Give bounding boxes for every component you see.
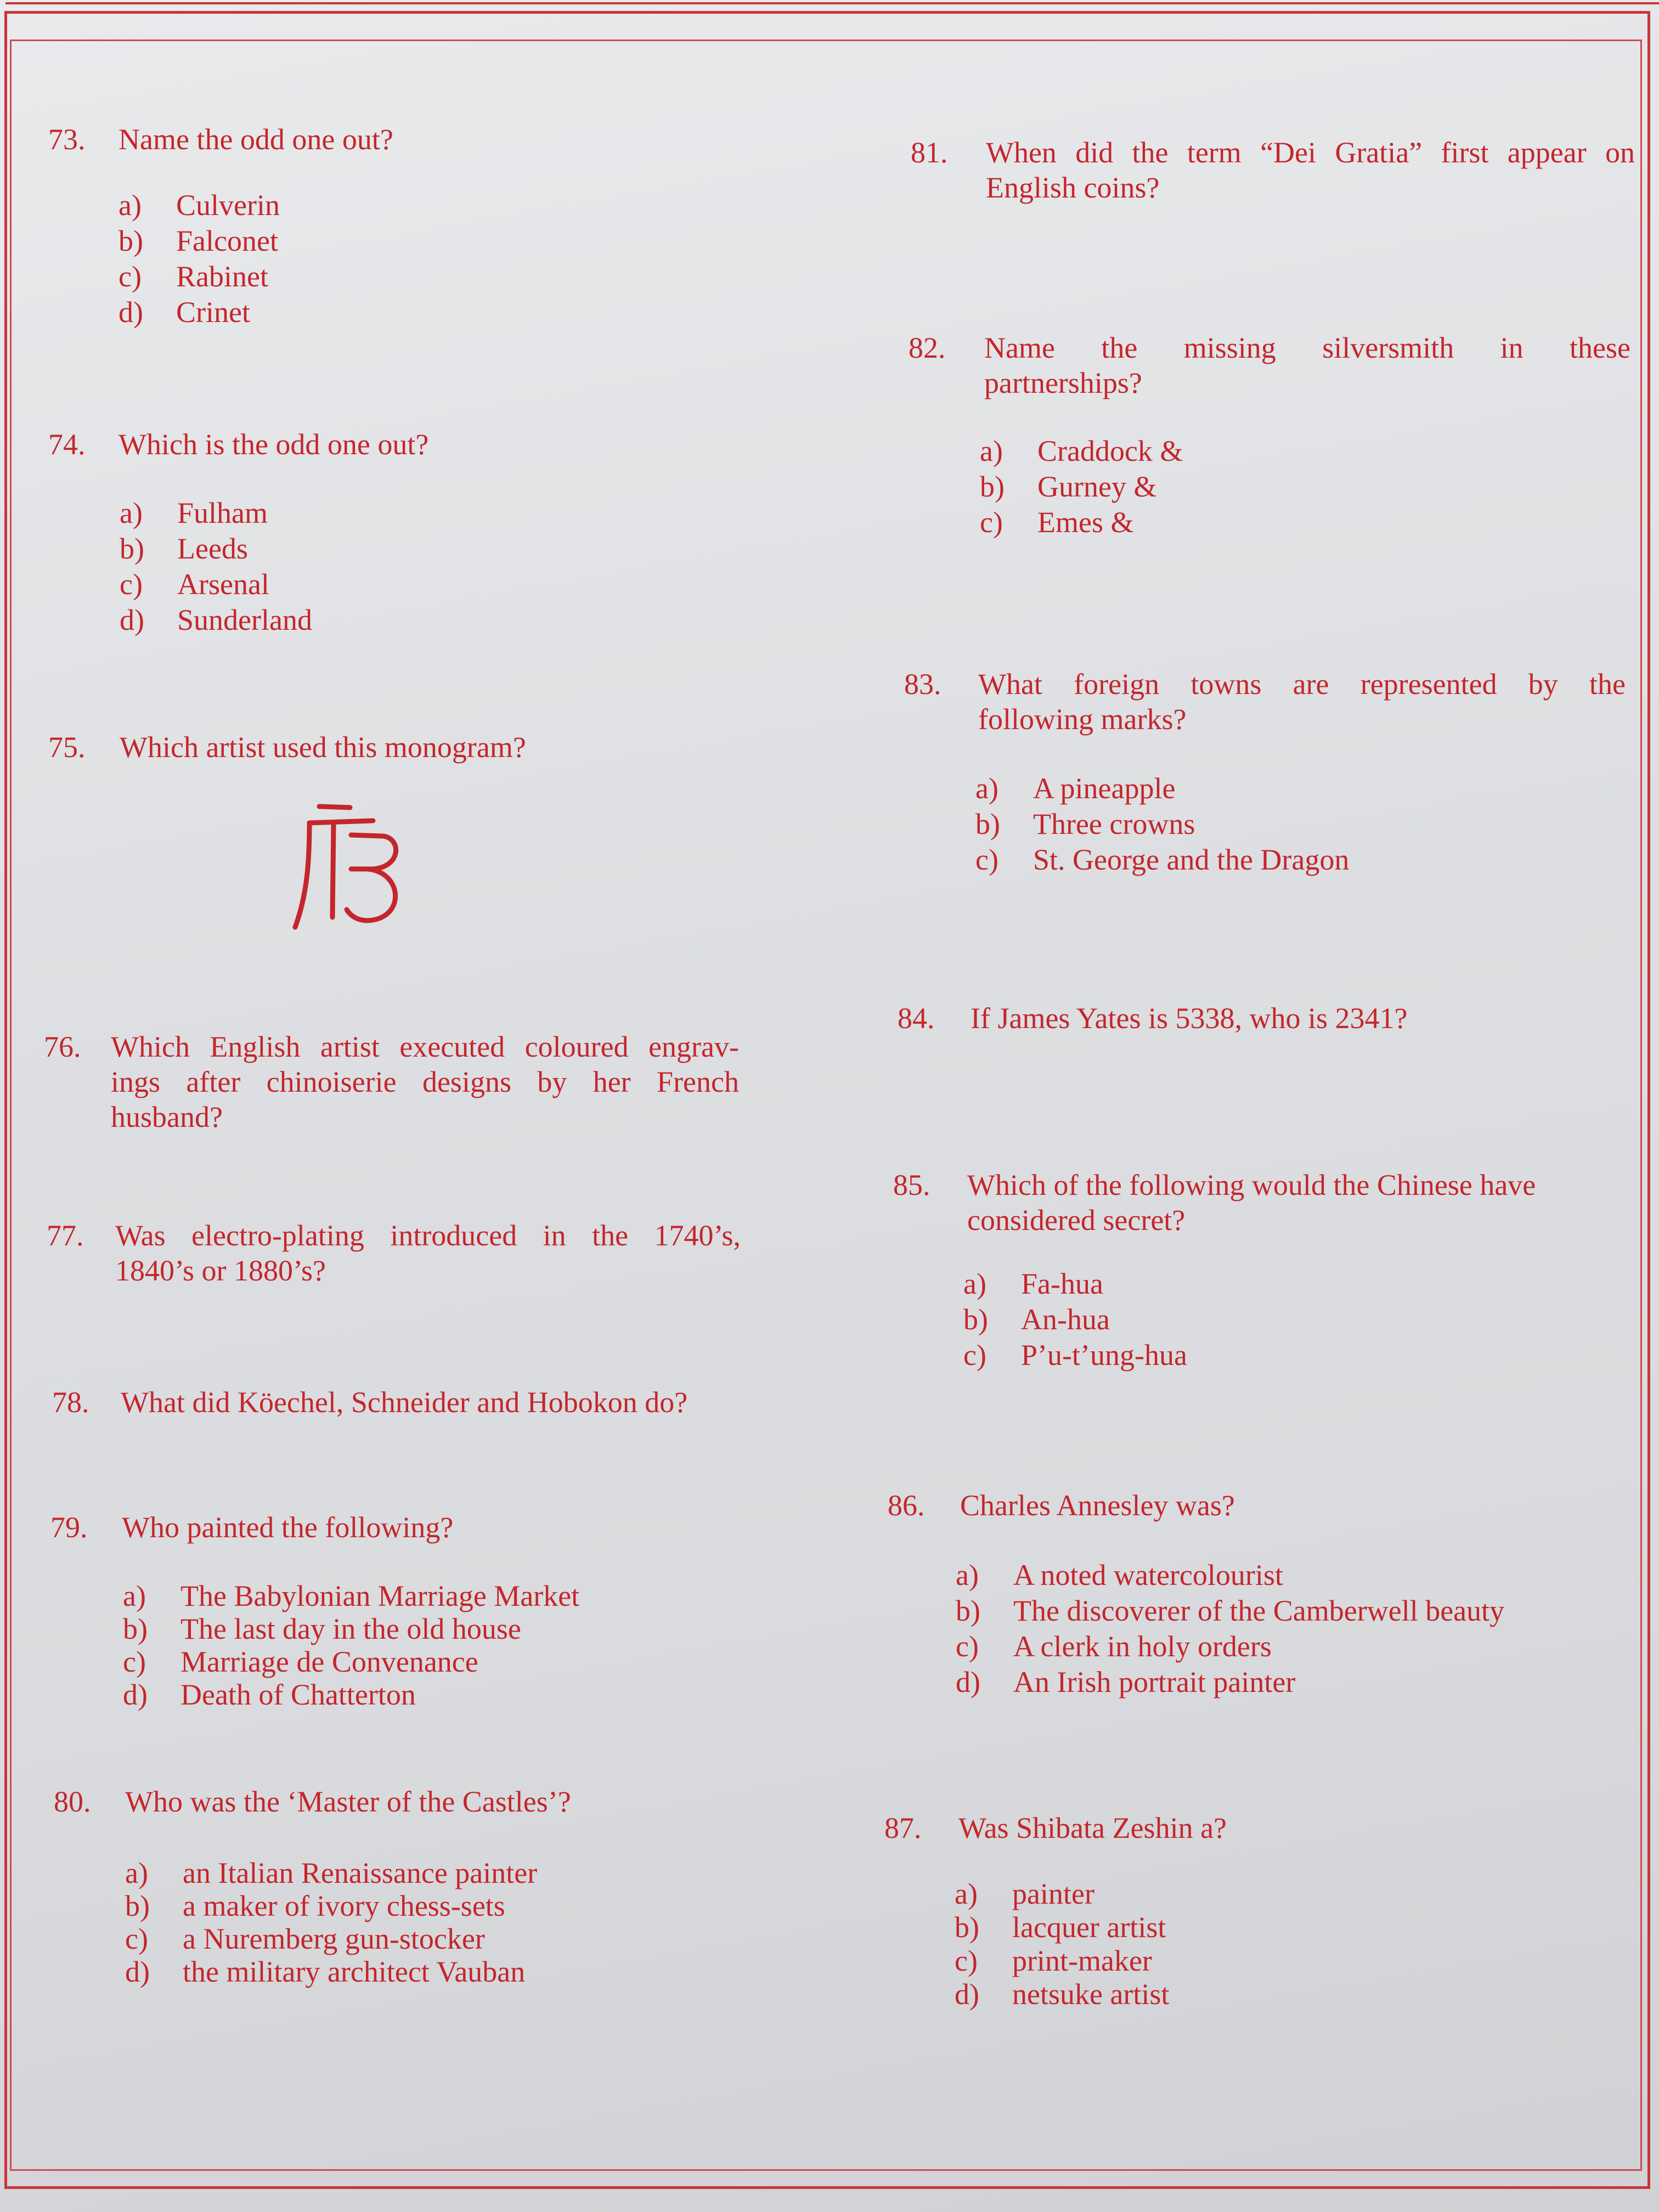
question-text: Which of the following would the Chinese have considered secret? bbox=[967, 1169, 1536, 1237]
question-number: 80. bbox=[54, 1785, 91, 1818]
question-number: 86. bbox=[888, 1489, 925, 1522]
question-81 bbox=[911, 135, 1646, 212]
question-number: 78. bbox=[52, 1386, 89, 1419]
question-number: 82. bbox=[909, 331, 946, 364]
question-text: Was Shibata Zeshin a? bbox=[958, 1812, 1227, 1844]
question-text: What did Köechel, Schneider and Hobokon do? bbox=[121, 1386, 688, 1419]
question-85: 85. Which of the following would the Chinese have considered secret? a) Fa-hua b) An-hua c) P’u-t’ung-hua bbox=[893, 1167, 1639, 1387]
question-number: 73. bbox=[48, 123, 86, 156]
question-text: Charles Annesley was? bbox=[960, 1489, 1235, 1522]
question-87: 87. Was Shibata Zeshin a? a) painter b) lacquer artist c) print-maker d) netsuke artist bbox=[884, 1812, 1227, 2011]
question-text: Name the odd one out? bbox=[119, 123, 393, 156]
question-number: 74. bbox=[48, 428, 86, 461]
question-text: Which English artist executed coloured engrav- ings after chinoiserie designs by her French husband? bbox=[111, 1030, 739, 1133]
top-rule bbox=[5, 2, 1659, 4]
question-text: Was electro-plating introduced in the 1740’s, 1840’s or 1880’s? bbox=[115, 1219, 741, 1287]
question-number: 76. bbox=[44, 1030, 81, 1063]
question-number: 83. bbox=[904, 668, 941, 701]
question-75 bbox=[48, 730, 707, 774]
question-80: 80. Who was the ‘Master of the Castles’? a) an Italian Renaissance painter b) a maker of ivory chess-sets c) a Nuremberg gun-stocker d) the military architect Vauban bbox=[54, 1785, 571, 1988]
question-text: Name the missing silversmith in these partnerships? bbox=[984, 331, 1630, 399]
question-number: 85. bbox=[893, 1169, 930, 1201]
question-79: 79. Who painted the following? a) The Babylonian Marriage Market b) The last day in the old house c) Marriage de Convenance d) Death of Chatterton bbox=[50, 1511, 580, 1711]
question-78 bbox=[52, 1385, 765, 1429]
question-77 bbox=[47, 1218, 749, 1295]
question-86: 86. Charles Annesley was? a) A noted watercolourist b) The discoverer of the Camberwell beauty c) A clerk in holy orders d) An Irish portrait painter bbox=[888, 1489, 1505, 1699]
question-text: Who painted the following? bbox=[122, 1511, 454, 1544]
question-text: What foreign towns are represented by the following marks? bbox=[978, 668, 1626, 736]
question-74: 74. Which is the odd one out? a) Fulham b) Leeds c) Arsenal d) Sunderland bbox=[48, 428, 429, 636]
question-text: When did the term “Dei Gratia” first appear on English coins? bbox=[986, 136, 1635, 204]
question-76 bbox=[44, 1029, 746, 1139]
question-number: 81. bbox=[911, 136, 948, 169]
question-text: Which is the odd one out? bbox=[119, 428, 429, 461]
question-number: 77. bbox=[47, 1219, 84, 1252]
question-73: 73. Name the odd one out? a) Culverin b) Falconet c) Rabinet d) Crinet bbox=[48, 123, 393, 329]
artist-monogram-image bbox=[285, 795, 406, 938]
question-82: 82. Name the missing silversmith in these partnerships? a) Craddock & b) Gurney & c) Emes & bbox=[909, 331, 1630, 539]
question-number: 84. bbox=[898, 1002, 935, 1035]
question-text: Which artist used this monogram? bbox=[120, 731, 526, 764]
question-text: Who was the ‘Master of the Castles’? bbox=[125, 1785, 571, 1818]
question-number: 87. bbox=[884, 1812, 922, 1844]
question-number: 79. bbox=[50, 1511, 88, 1544]
question-text: If James Yates is 5338, who is 2341? bbox=[970, 1002, 1408, 1035]
question-83: 83. What foreign towns are represented by the following marks? a) A pineapple b) Three crowns c) St. George and the Dragon bbox=[904, 668, 1626, 876]
question-84 bbox=[898, 1001, 1633, 1045]
question-number: 75. bbox=[48, 731, 86, 764]
